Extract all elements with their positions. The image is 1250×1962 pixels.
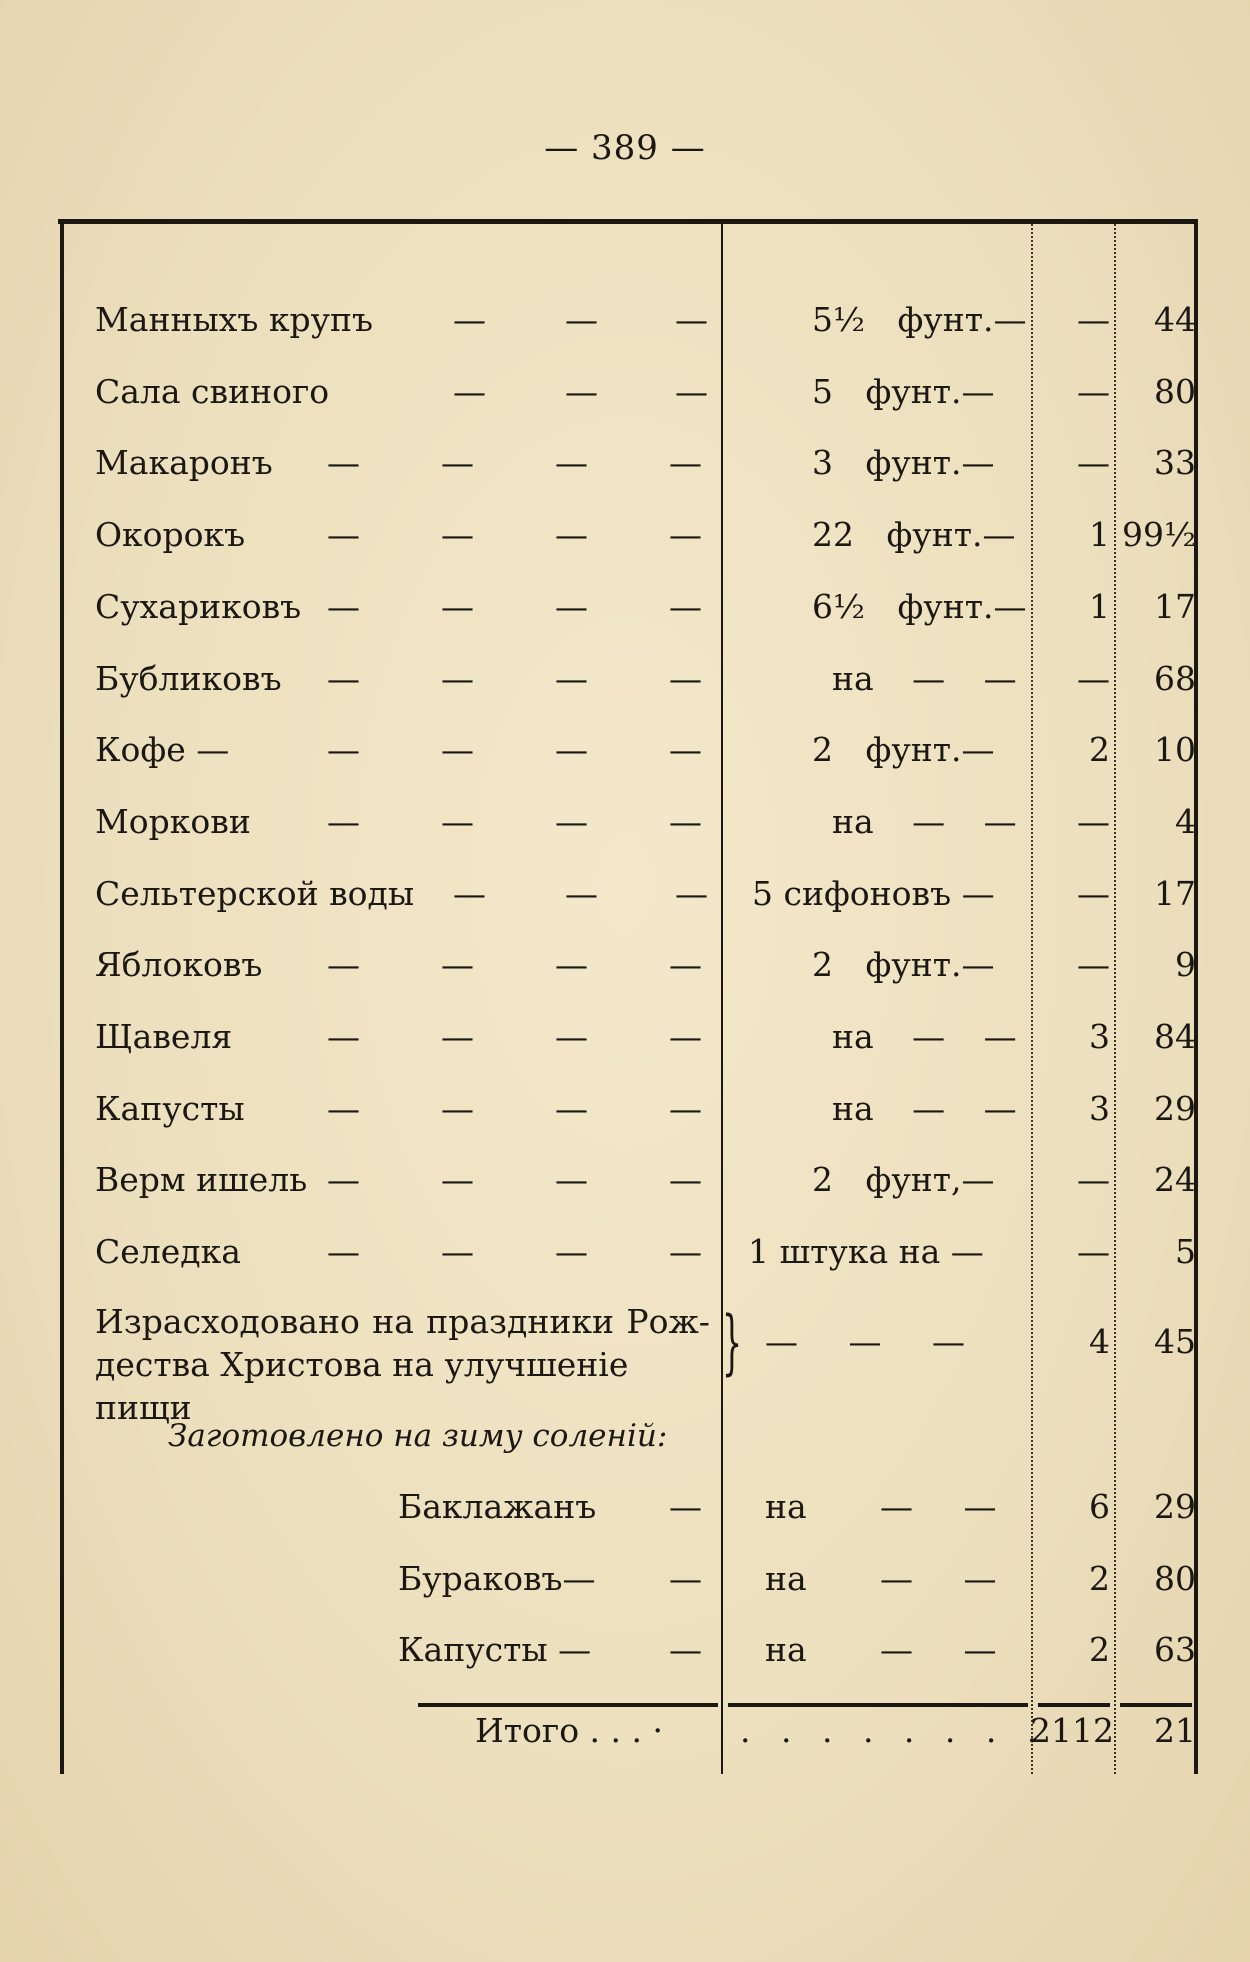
item-rubles: — [1077, 300, 1110, 339]
item-kopecks: 17 [1154, 873, 1196, 913]
pickled-name: Баклажанъ [398, 1487, 597, 1526]
pickled-kopecks: 80 [1154, 1558, 1196, 1598]
table-row [0, 659, 1250, 719]
leader-dash: — [565, 300, 598, 339]
leader-dash: — [441, 1088, 474, 1128]
leader-dash: — [327, 443, 360, 483]
item-kopecks: 24 [1154, 1160, 1196, 1200]
pickled-qty-prefix: на [765, 1630, 807, 1670]
table-row [0, 587, 1250, 647]
total-rule-3 [1038, 1703, 1110, 1707]
leader-dash: — [675, 300, 708, 339]
item-kopecks: 68 [1154, 658, 1196, 698]
holiday-word-2: на [372, 1302, 414, 1341]
holiday-word-3: праздники [426, 1302, 614, 1341]
leader-dash: — [327, 945, 360, 985]
table-row [0, 1160, 1250, 1220]
holiday-line-2: дества Христова на улучшеніе пищи [95, 1345, 629, 1427]
leader-dash: — [327, 1232, 360, 1272]
item-kopecks: 84 [1154, 1017, 1196, 1056]
item-quantity: 3 фунт.— [812, 443, 995, 483]
table-row [0, 443, 1250, 503]
item-quantity: на — — [832, 801, 1017, 841]
leader-dash: — [327, 801, 360, 841]
leader-dash: — [441, 1017, 474, 1056]
pickled-kopecks: 63 [1154, 1630, 1196, 1670]
pickled-row [0, 1487, 1250, 1547]
leader-dash: — [441, 1160, 474, 1200]
item-quantity: 6½ фунт.— [812, 586, 1027, 626]
leader-dash: — [555, 1232, 588, 1272]
leader-dash: — [555, 586, 588, 626]
table-row [0, 372, 1250, 432]
item-kopecks: 29 [1154, 1088, 1196, 1128]
item-rubles: — [1077, 1160, 1110, 1200]
item-rubles: — [1077, 443, 1110, 483]
leader-dash: — [669, 730, 702, 770]
item-quantity: на — — [832, 1088, 1017, 1128]
item-quantity: 22 фунт.— [812, 515, 1016, 555]
item-quantity: 5 фунт.— [812, 371, 995, 411]
item-quantity: 2 фунт.— [812, 730, 995, 770]
leader-dash: — [669, 658, 702, 698]
total-rule-2 [728, 1703, 1028, 1707]
leader-dash: — [565, 371, 598, 411]
pickled-qty-dashes: — — [880, 1487, 997, 1526]
total-rule-1 [418, 1703, 718, 1707]
item-name: Сельтерской воды [95, 873, 415, 913]
leader-dash: — [327, 515, 360, 555]
pickled-name: Бураковъ— [398, 1558, 596, 1598]
pickled-qty-prefix: на [765, 1558, 807, 1598]
leader-dash: — [441, 515, 474, 555]
table-top-rule [58, 219, 1196, 224]
leader-dash: — [327, 1160, 360, 1200]
item-rubles: 3 [1089, 1017, 1110, 1056]
leader-dash: — [327, 730, 360, 770]
item-quantity: 5 сифоновъ — [752, 873, 995, 913]
total-rule-4 [1120, 1703, 1192, 1707]
table-row [0, 730, 1250, 790]
item-name: Моркови [95, 801, 251, 841]
item-name: Макаронъ [95, 443, 273, 483]
pickled-name: Капусты — [398, 1630, 592, 1670]
leader-dash: — [669, 945, 702, 985]
page-number: — 389 — [544, 128, 706, 168]
pickled-rubles: 6 [1089, 1487, 1110, 1526]
item-name: Кофе — [95, 730, 230, 770]
item-rubles: 3 [1089, 1088, 1110, 1128]
table-row [0, 1232, 1250, 1292]
table-row [0, 874, 1250, 934]
leader-dash: — [669, 1232, 702, 1272]
leader-dash: — [453, 300, 486, 339]
leader-dash: — [555, 1017, 588, 1056]
leader-dash: — [441, 658, 474, 698]
table-row [0, 802, 1250, 862]
leader-dash: — [441, 443, 474, 483]
total-rub: 2112 [1030, 1711, 1114, 1750]
item-name: Бубликовъ [95, 658, 282, 698]
item-name: Верм ишель [95, 1160, 308, 1200]
pickled-kopecks: 29 [1154, 1487, 1196, 1526]
leader-dash: — [669, 1017, 702, 1056]
leader-dash: — [327, 1017, 360, 1056]
leader-dash: — [441, 586, 474, 626]
leader-dash: — [441, 945, 474, 985]
item-rubles: — [1077, 658, 1110, 698]
item-kopecks: 10 [1154, 730, 1196, 770]
item-quantity: 1 штука на — [748, 1232, 984, 1272]
leader-dash: — [675, 873, 708, 913]
item-kopecks: 44 [1154, 300, 1196, 339]
holiday-word-4: Рож- [626, 1302, 710, 1341]
item-quantity: на — — [832, 658, 1017, 698]
item-kopecks: 80 [1154, 371, 1196, 411]
item-name: Капусты [95, 1088, 245, 1128]
item-kopecks: 5 [1175, 1232, 1196, 1272]
leader-dash: — [555, 443, 588, 483]
total-dots: . . . . . . . . [740, 1711, 1048, 1750]
leader-dash: — [669, 515, 702, 555]
item-kopecks: 33 [1154, 443, 1196, 483]
leader-dash: — [669, 586, 702, 626]
pickled-qty-dashes: — — [880, 1558, 997, 1598]
item-name: Селедка [95, 1232, 241, 1272]
leader-dash: — [669, 443, 702, 483]
leader-dash: — [669, 801, 702, 841]
table-row [0, 1089, 1250, 1149]
item-quantity: 2 фунт.— [812, 945, 995, 985]
pickled-heading: Заготовлено на зиму соленій: [168, 1418, 668, 1454]
leader-dash: — [675, 371, 708, 411]
item-name: Сухариковъ [95, 586, 302, 626]
leader-dash: — [565, 873, 598, 913]
item-kopecks: 4 [1175, 801, 1196, 841]
item-kopecks: 9 [1175, 945, 1196, 985]
pickled-rubles: 2 [1089, 1558, 1110, 1598]
total-amount-row [0, 1711, 1250, 1771]
item-name: Сала свиного [95, 371, 330, 411]
item-name: Окорокъ [95, 515, 246, 555]
table-row [0, 515, 1250, 575]
holiday-rub: 4 [1089, 1322, 1110, 1361]
leader-dash: — [555, 945, 588, 985]
leader-dash: — [441, 1232, 474, 1272]
pickled-row [0, 1559, 1250, 1619]
leader-dash: — [669, 1160, 702, 1200]
holiday-word-1: Израсходовано [95, 1302, 360, 1341]
table-row [0, 300, 1250, 360]
item-kopecks: 99½ [1122, 515, 1196, 555]
leader-dash: — [669, 1088, 702, 1128]
leader-dash: — [555, 1088, 588, 1128]
item-rubles: 2 [1089, 730, 1110, 770]
item-rubles: — [1077, 945, 1110, 985]
leader-dash: — [327, 586, 360, 626]
leader-dash: — [669, 1630, 702, 1670]
item-kopecks: 17 [1154, 586, 1196, 626]
item-rubles: — [1077, 371, 1110, 411]
leader-dash: — [327, 658, 360, 698]
table-row [0, 1017, 1250, 1077]
total-kop: 21 [1154, 1711, 1196, 1750]
leader-dash: — [669, 1487, 702, 1526]
item-rubles: — [1077, 873, 1110, 913]
leader-dash: — [441, 801, 474, 841]
leader-dash: — [555, 1160, 588, 1200]
holiday-qty: — — — [765, 1322, 965, 1361]
table-row [0, 945, 1250, 1005]
item-rubles: 1 [1089, 586, 1110, 626]
leader-dash: — [555, 801, 588, 841]
leader-dash: — [555, 730, 588, 770]
item-rubles: 1 [1089, 515, 1110, 555]
item-name: Щавеля [95, 1017, 233, 1056]
pickled-rubles: 2 [1089, 1630, 1110, 1670]
pickled-qty-prefix: на [765, 1487, 807, 1526]
item-quantity: 5½ фунт.— [812, 300, 1027, 339]
curly-brace: } [722, 1301, 743, 1383]
leader-dash: — [441, 730, 474, 770]
pickled-row [0, 1630, 1250, 1690]
item-rubles: — [1077, 801, 1110, 841]
leader-dash: — [555, 658, 588, 698]
item-quantity: 2 фунт,— [812, 1160, 995, 1200]
holiday-amount-row [0, 1322, 1250, 1382]
leader-dash: — [327, 1088, 360, 1128]
item-name: Манныхъ крупъ [95, 300, 373, 339]
holiday-kop: 45 [1154, 1322, 1196, 1361]
leader-dash: — [453, 873, 486, 913]
leader-dash: — [453, 371, 486, 411]
item-rubles: — [1077, 1232, 1110, 1272]
item-quantity: на — — [832, 1017, 1017, 1056]
item-name: Яблоковъ [95, 945, 263, 985]
total-label: Итого . . . · [475, 1711, 663, 1750]
leader-dash: — [555, 515, 588, 555]
leader-dash: — [669, 1558, 702, 1598]
pickled-qty-dashes: — — [880, 1630, 997, 1670]
